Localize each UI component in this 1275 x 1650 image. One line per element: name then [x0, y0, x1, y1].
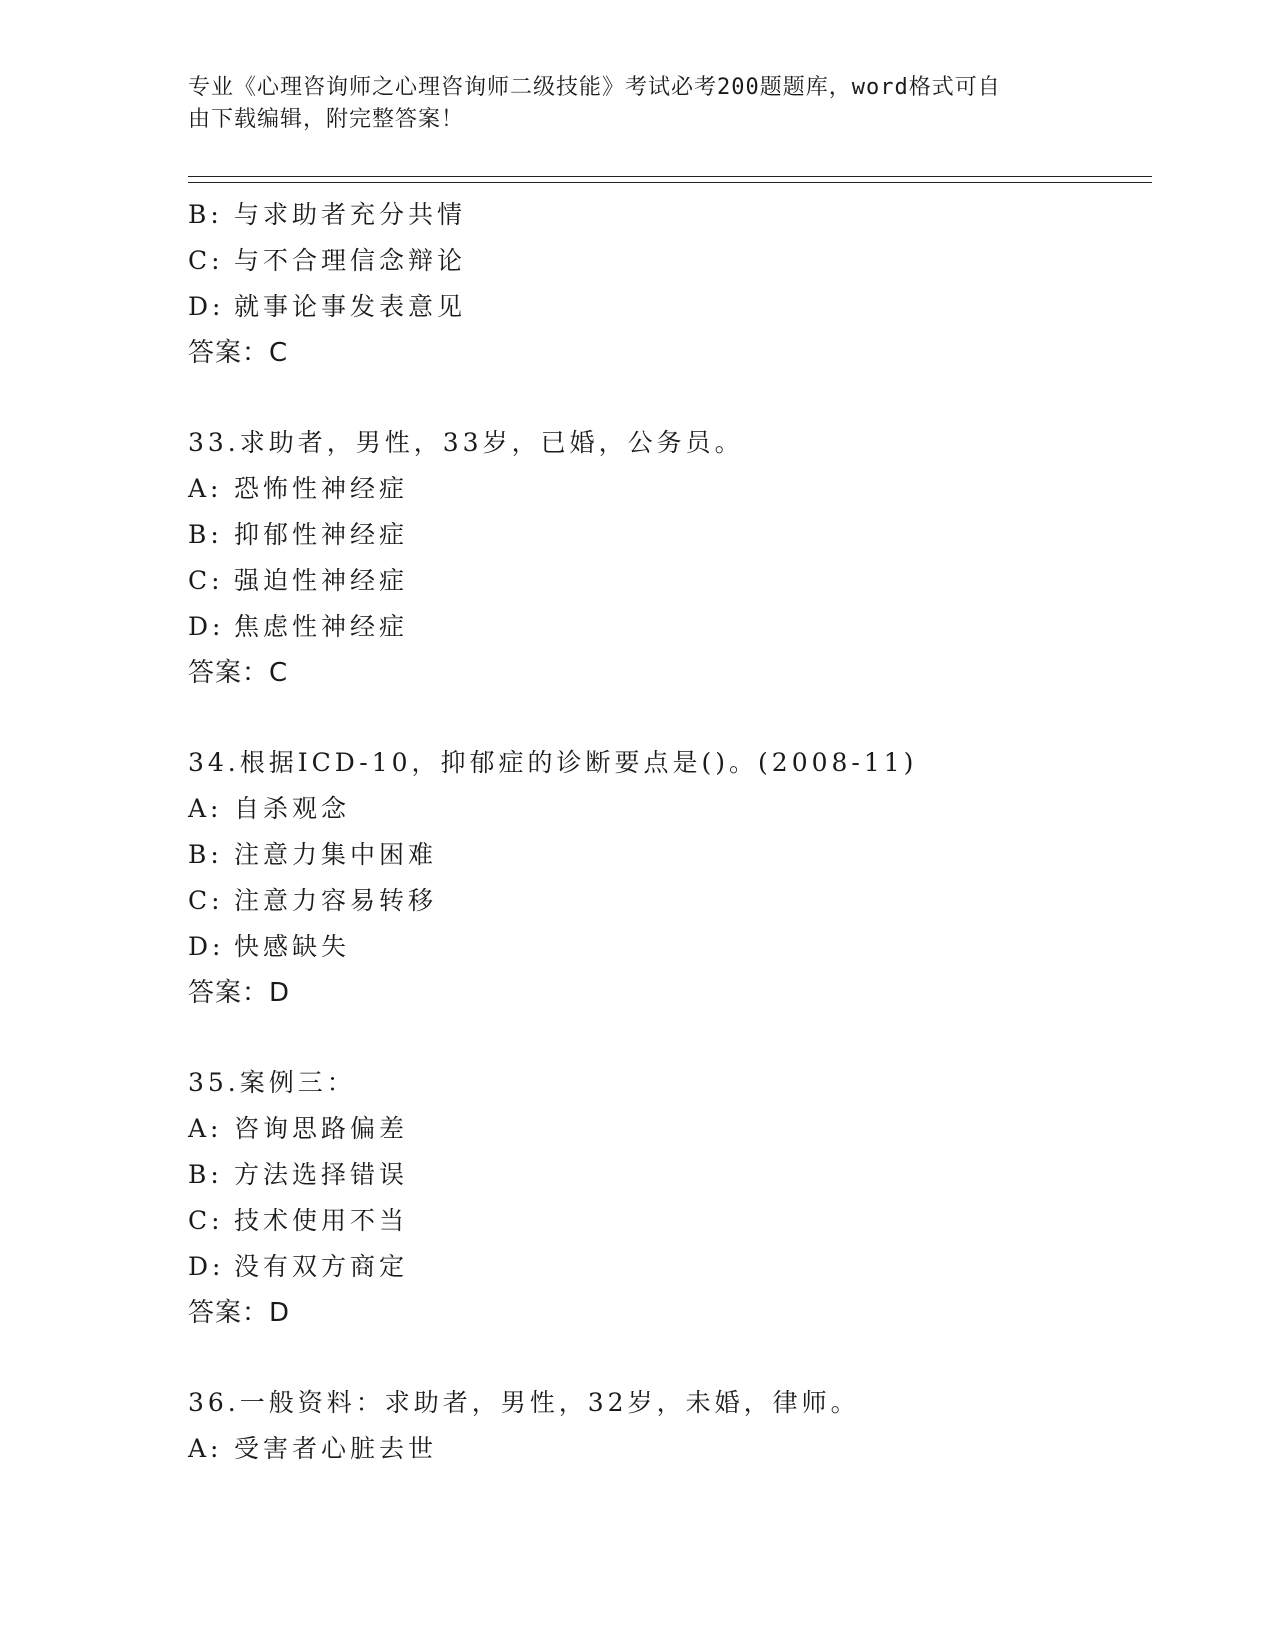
option-text: 就事论事发表意见	[234, 292, 467, 321]
option-line	[188, 924, 1148, 970]
question-spacer	[188, 696, 1148, 740]
answer-line: 答案：C	[188, 338, 289, 368]
question-stem: 34.根据ICD-10，抑郁症的诊断要点是()。(2008-11)	[188, 748, 918, 777]
question-spacer	[188, 376, 1148, 420]
option-prefix: C:	[188, 566, 224, 595]
option-prefix: C:	[188, 246, 224, 275]
answer-line: 答案：D	[188, 1298, 291, 1328]
question-block-partial	[188, 192, 1148, 376]
question-stem: 35.案例三：	[188, 1068, 356, 1097]
option-prefix: A:	[188, 474, 223, 503]
question-block-35	[188, 1060, 1148, 1336]
option-text: 恐怖性神经症	[234, 474, 409, 503]
option-text: 没有双方商定	[234, 1252, 409, 1281]
option-line	[188, 1426, 1148, 1472]
option-prefix: A:	[188, 1434, 223, 1463]
answer-line: 答案：D	[188, 978, 291, 1008]
question-spacer	[188, 1016, 1148, 1060]
header-divider-top	[188, 176, 1152, 177]
option-line	[188, 832, 1148, 878]
option-text: 与不合理信念辩论	[234, 246, 467, 275]
option-text: 咨询思路偏差	[234, 1114, 409, 1143]
header-line-2: 由下载编辑，附完整答案！	[188, 107, 465, 132]
header-divider-bottom	[188, 182, 1152, 183]
option-line	[188, 1152, 1148, 1198]
option-line	[188, 1106, 1148, 1152]
option-line	[188, 1198, 1148, 1244]
option-prefix: D:	[188, 292, 225, 321]
option-prefix: B:	[188, 200, 223, 229]
option-text: 方法选择错误	[234, 1160, 409, 1189]
option-prefix: D:	[188, 612, 225, 641]
header-line-1: 专业《心理咨询师之心理咨询师二级技能》考试必考200题题库，word格式可自	[188, 75, 1001, 100]
option-prefix: B:	[188, 840, 223, 869]
option-line	[188, 558, 1148, 604]
question-stem: 36.一般资料：求助者，男性，32岁，未婚，律师。	[188, 1388, 860, 1417]
option-text: 受害者心脏去世	[234, 1434, 438, 1463]
option-text: 技术使用不当	[234, 1206, 409, 1235]
option-prefix: C:	[188, 1206, 224, 1235]
option-text: 与求助者充分共情	[234, 200, 467, 229]
option-line	[188, 878, 1148, 924]
option-line	[188, 284, 1148, 330]
option-text: 自杀观念	[234, 794, 351, 823]
option-prefix: B:	[188, 1160, 223, 1189]
option-line	[188, 192, 1148, 238]
option-text: 抑郁性神经症	[234, 520, 409, 549]
option-text: 注意力集中困难	[234, 840, 438, 869]
option-text: 注意力容易转移	[234, 886, 438, 915]
question-block-34	[188, 740, 1148, 1016]
question-block-36	[188, 1380, 1148, 1472]
option-line	[188, 1244, 1148, 1290]
option-prefix: D:	[188, 932, 225, 961]
option-prefix: D:	[188, 1252, 225, 1281]
option-line	[188, 604, 1148, 650]
option-prefix: C:	[188, 886, 224, 915]
option-text: 快感缺失	[234, 932, 351, 961]
document-header	[188, 72, 1068, 136]
option-prefix: A:	[188, 1114, 223, 1143]
option-text: 焦虑性神经症	[234, 612, 409, 641]
question-stem: 33.求助者，男性，33岁，已婚，公务员。	[188, 428, 744, 457]
question-block-33	[188, 420, 1148, 696]
question-list	[188, 192, 1148, 1472]
option-line	[188, 238, 1148, 284]
option-line	[188, 512, 1148, 558]
option-line	[188, 466, 1148, 512]
option-prefix: A:	[188, 794, 223, 823]
option-line	[188, 786, 1148, 832]
option-text: 强迫性神经症	[234, 566, 409, 595]
option-prefix: B:	[188, 520, 223, 549]
question-spacer	[188, 1336, 1148, 1380]
answer-line: 答案：C	[188, 658, 289, 688]
